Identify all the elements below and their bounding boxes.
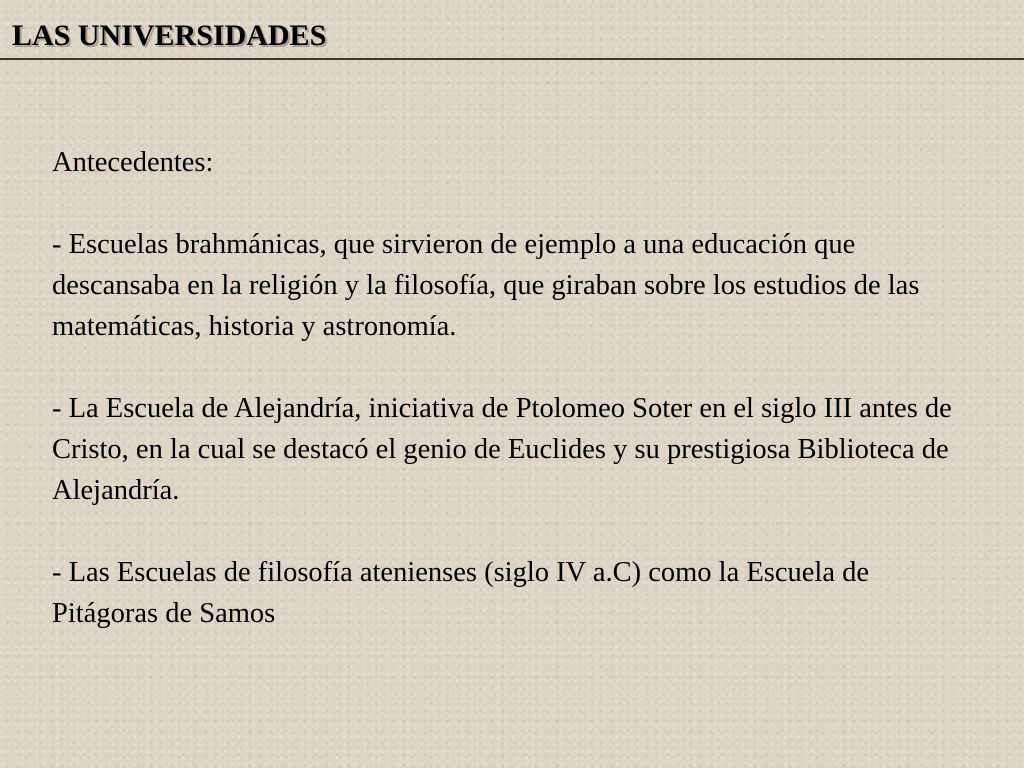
slide-title: LAS UNIVERSIDADES bbox=[12, 19, 327, 52]
paragraph-athenian-schools: - Las Escuelas de filosofía atenienses (siglo IV a.C) como la Escuela de Pitágoras de Samos bbox=[52, 557, 869, 629]
paragraph-alexandria-school: - La Escuela de Alejandría, iniciativa de Ptolomeo Soter en el siglo III antes de Cristo, en la cual se destacó el genio de Euclides y su prestigiosa Biblioteca de Alejandría. bbox=[52, 393, 952, 506]
section-heading: Antecedentes: bbox=[52, 147, 214, 178]
slide-body bbox=[52, 142, 972, 634]
title-divider bbox=[0, 58, 1024, 60]
paragraph-brahmanic-schools: - Escuelas brahmánicas, que sirvieron de ejemplo a una educación que descansaba en la religión y la filosofía, que giraban sobre los estudios de las matemáticas, historia y astronomía. bbox=[52, 229, 920, 342]
